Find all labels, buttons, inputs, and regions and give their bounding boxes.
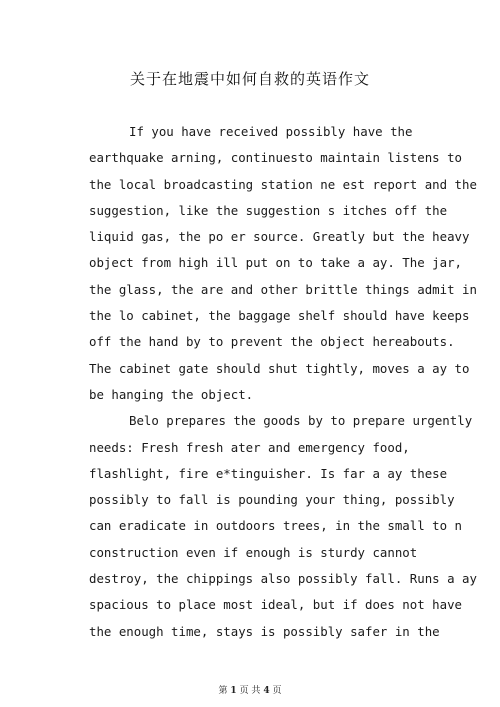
footer-total-pages: 4 — [263, 686, 270, 696]
text-line: the local broadcasting station ne est report and the — [89, 176, 477, 192]
text-line: construction even if enough is sturdy cannot — [89, 544, 418, 560]
page-footer — [0, 683, 500, 696]
footer-prefix: 第 — [218, 686, 228, 696]
text-line: earthquake arning, continuesto maintain listens to — [89, 150, 462, 166]
document-body — [89, 119, 477, 645]
text-line: If you have received possibly have the — [129, 124, 413, 139]
text-line: needs: Fresh fresh ater and emergency food, — [89, 439, 410, 455]
text-line: destroy, the chippings also possibly fall. Runs a ay — [89, 571, 477, 587]
text-line: The cabinet gate should shut tightly, moves a ay to — [89, 360, 470, 376]
text-line: suggestion, like the suggestion s itches off the — [89, 202, 448, 218]
text-line: the enough time, stays is possibly safer in the — [89, 623, 440, 639]
text-line: possibly to fall is pounding your thing, possibly — [89, 492, 455, 508]
text-line: be hanging the object. — [89, 386, 254, 402]
text-line: Belo prepares the goods by to prepare urgently — [129, 413, 473, 429]
footer-middle: 页 共 — [239, 686, 261, 696]
text-line: spacious to place most ideal, but if does not have — [89, 597, 462, 613]
text-line: flashlight, fire e*tinguisher. Is far a ay these — [89, 465, 448, 481]
page-title: 关于在地震中如何自救的英语作文 — [129, 70, 370, 88]
footer-page-number: 1 — [230, 686, 237, 696]
text-line: liquid gas, the po er source. Greatly but the heavy — [89, 229, 470, 245]
text-line: can eradicate in outdoors trees, in the small to n — [89, 518, 462, 534]
footer-suffix: 页 — [272, 686, 282, 696]
text-line: the glass, the are and other brittle things admit in — [89, 281, 477, 297]
text-line: the lo cabinet, the baggage shelf should have keeps — [89, 308, 470, 324]
text-line: off the hand by to prevent the object hereabouts. — [89, 334, 455, 350]
text-line: object from high ill put on to take a ay. The jar, — [89, 255, 462, 271]
